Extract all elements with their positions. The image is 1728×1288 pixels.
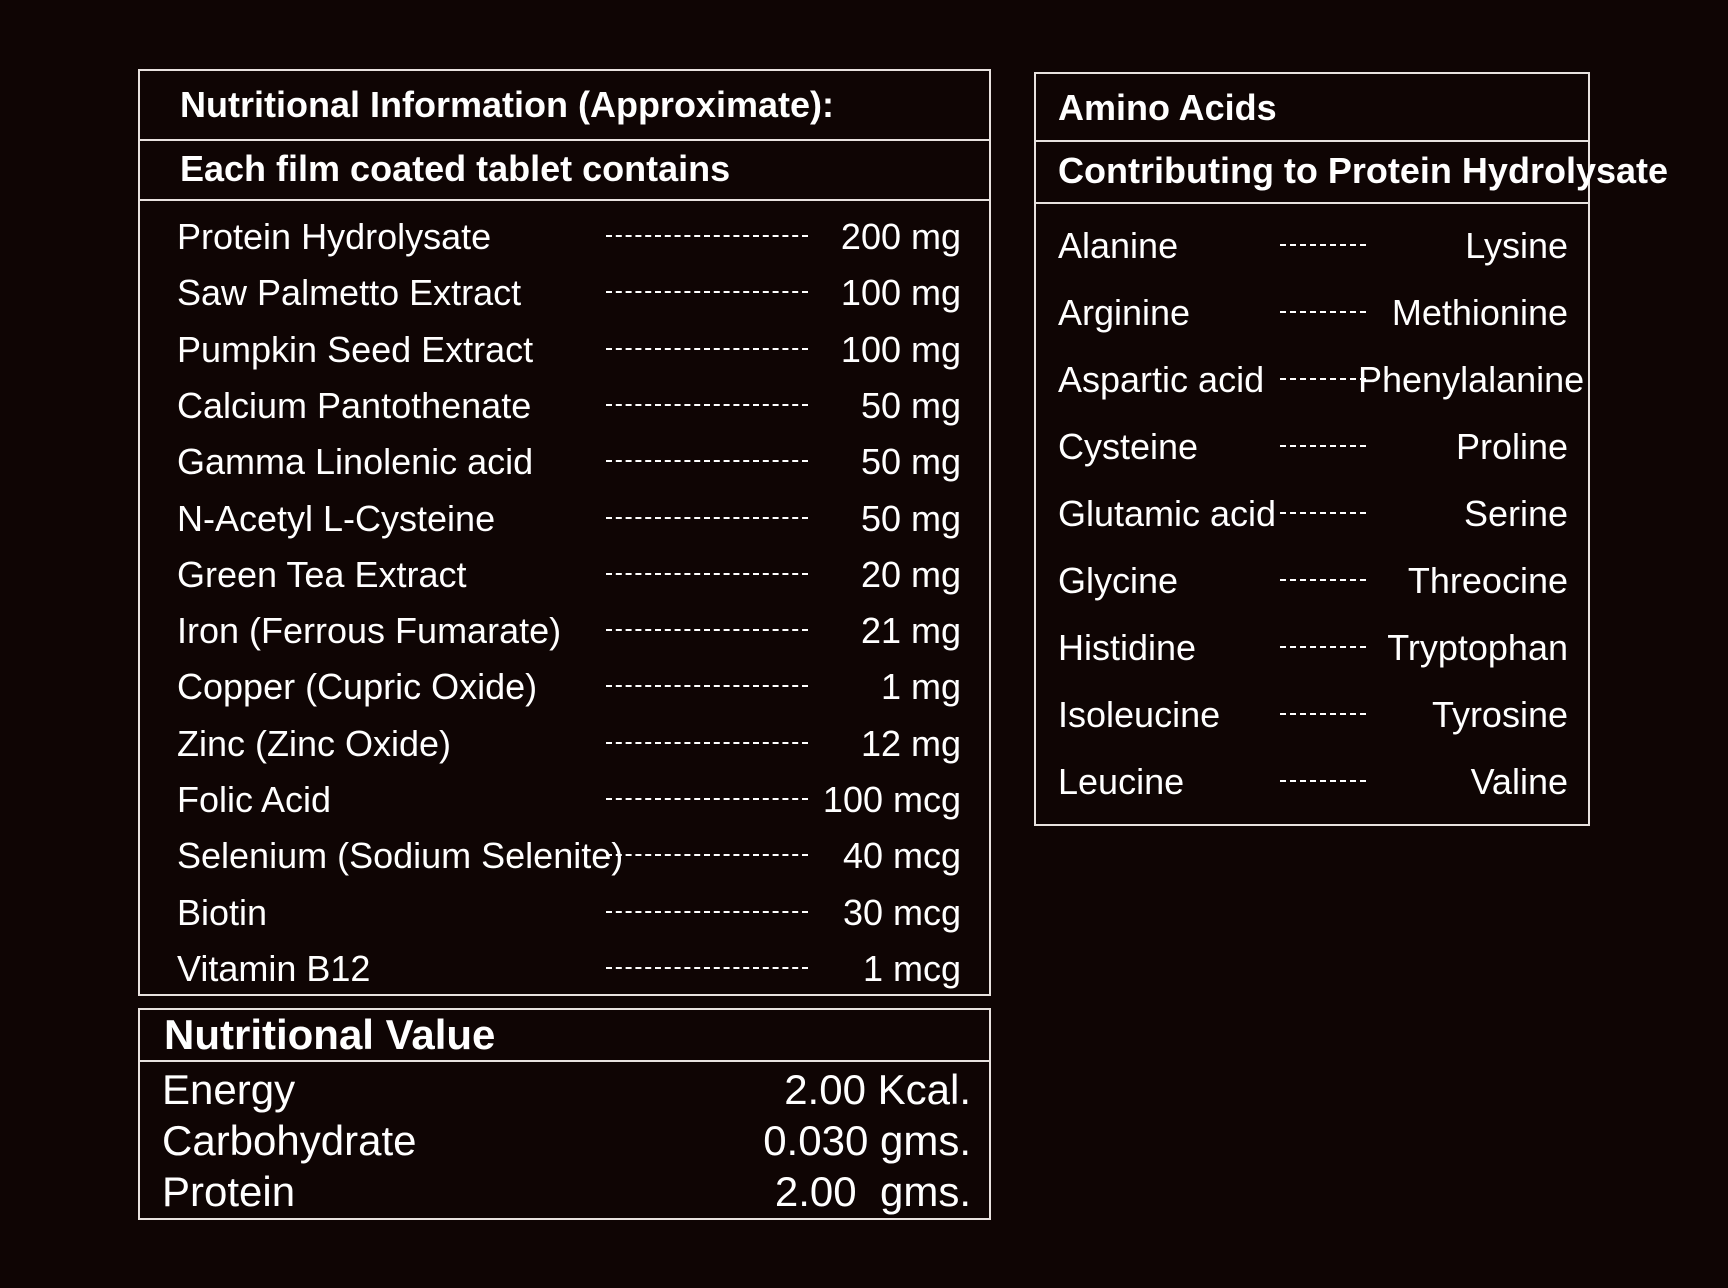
dotted-leader: [1280, 445, 1366, 447]
dotted-leader: [606, 742, 808, 744]
amino-acids-panel: [1034, 72, 1669, 826]
nutrient-row: [140, 941, 989, 997]
nutrient-row: [140, 265, 989, 321]
nutritional-value-title: Nutritional Value: [164, 1011, 496, 1058]
nutritional-value-amount: 0.030 gms.: [763, 1117, 971, 1164]
nutrient-name: N-Acetyl L-Cysteine: [177, 497, 496, 539]
nutrient-amount: 1 mcg: [862, 947, 961, 989]
amino-row: [1036, 413, 1588, 480]
dotted-leader: [606, 235, 808, 237]
dotted-leader: [1280, 713, 1366, 715]
amino-row: [1036, 212, 1588, 279]
nutritional-value-name: Carbohydrate: [162, 1117, 417, 1164]
nutrient-name: Pumpkin Seed Extract: [177, 328, 534, 370]
amino-acid-left: Leucine: [1058, 761, 1185, 802]
dotted-leader: [606, 798, 808, 800]
dotted-leader: [606, 517, 808, 519]
amino-list: [1036, 212, 1588, 812]
nutritional-value-list: [140, 1064, 989, 1218]
nutrient-amount: 100 mg: [840, 272, 961, 314]
amino-row: [1036, 547, 1588, 614]
amino-acid-right: Methionine: [1391, 292, 1568, 333]
nutrient-amount: 40 mcg: [842, 835, 961, 877]
dotted-leader: [606, 911, 808, 913]
nutrition-subtitle: Each film coated tablet contains: [180, 148, 731, 189]
dotted-leader: [606, 460, 808, 462]
amino-acid-left: Glycine: [1058, 560, 1179, 601]
amino-acid-left: Alanine: [1058, 225, 1179, 266]
dotted-leader: [606, 404, 808, 406]
nutrient-row: [140, 772, 989, 828]
nutrient-amount: 21 mg: [860, 610, 961, 652]
nutrient-name: Gamma Linolenic acid: [177, 441, 534, 483]
amino-acid-left: Isoleucine: [1058, 694, 1221, 735]
nutrient-amount: 200 mg: [840, 216, 961, 257]
nutritional-value-name: Energy: [162, 1066, 296, 1113]
nutrient-amount: 1 mg: [880, 666, 961, 708]
nutritional-value-panel: [138, 1008, 991, 1220]
nutrition-list: [140, 209, 989, 989]
nutrient-name: Biotin: [177, 891, 268, 933]
nutritional-value-amount: 2.00 gms.: [774, 1168, 971, 1215]
nutrient-name: Green Tea Extract: [177, 553, 467, 595]
nutritional-value-amount: 2.00 Kcal.: [784, 1066, 971, 1113]
amino-title-row: [1036, 74, 1588, 142]
nutrient-row: [140, 209, 989, 265]
nutrient-row: [140, 378, 989, 434]
nutritional-value-name: Protein: [162, 1168, 296, 1215]
dotted-leader: [1280, 579, 1366, 581]
nutrient-amount: 30 mcg: [842, 891, 961, 933]
nutritional-value-row: [140, 1166, 989, 1217]
amino-acid-left: Histidine: [1058, 627, 1197, 668]
nutrient-name: Selenium (Sodium Selenite): [177, 835, 624, 877]
nutrient-row: [140, 322, 989, 378]
amino-row: [1036, 279, 1588, 346]
dotted-leader: [606, 573, 808, 575]
nutrient-row: [140, 547, 989, 603]
nutrient-row: [140, 659, 989, 715]
amino-acid-right: Lysine: [1465, 225, 1568, 266]
nutrient-amount: 100 mg: [840, 328, 961, 370]
nutrient-name: Protein Hydrolysate: [177, 216, 492, 257]
nutrient-row: [140, 716, 989, 772]
amino-row: [1036, 480, 1588, 547]
nutrient-row: [140, 603, 989, 659]
dotted-leader: [1280, 378, 1366, 380]
nutrient-amount: 100 mcg: [822, 779, 961, 820]
nutrient-name: Iron (Ferrous Fumarate): [177, 610, 562, 652]
dotted-leader: [1280, 311, 1366, 313]
dotted-leader: [1280, 780, 1366, 782]
amino-acid-right: Valine: [1470, 761, 1568, 802]
nutrient-row: [140, 828, 989, 884]
dotted-leader: [1280, 512, 1366, 514]
amino-acid-left: Cysteine: [1058, 426, 1199, 467]
dotted-leader: [1280, 244, 1366, 246]
dotted-leader: [606, 629, 808, 631]
nutrient-name: Saw Palmetto Extract: [177, 272, 522, 314]
amino-acid-right: Tyrosine: [1431, 694, 1568, 735]
dotted-leader: [1280, 646, 1366, 648]
amino-subtitle-row: [1036, 142, 1669, 204]
nutrient-row: [140, 434, 989, 490]
nutrient-row: [140, 491, 989, 547]
nutritional-value-row: [140, 1115, 989, 1166]
amino-row: [1036, 346, 1588, 413]
dotted-leader: [606, 291, 808, 293]
amino-acid-right: Tryptophan: [1387, 627, 1568, 668]
amino-row: [1036, 681, 1588, 748]
dotted-leader: [606, 685, 808, 687]
amino-subtitle: Contributing to Protein Hydrolysate: [1058, 150, 1669, 191]
nutrition-subtitle-row: [140, 141, 989, 201]
nutrition-title-row: [140, 71, 989, 141]
nutrient-amount: 12 mg: [860, 722, 961, 764]
nutrient-name: Zinc (Zinc Oxide): [177, 722, 452, 764]
nutritional-value-title-row: [140, 1010, 989, 1062]
nutritional-value-row: [140, 1064, 989, 1115]
amino-row: [1036, 748, 1588, 815]
nutrient-name: Folic Acid: [177, 779, 332, 820]
nutrient-amount: 50 mg: [860, 497, 961, 539]
amino-acid-right: Phenylalanine: [1358, 359, 1585, 400]
nutrient-name: Calcium Pantothenate: [177, 384, 532, 426]
nutrition-title: Nutritional Information (Approximate):: [180, 84, 834, 125]
dotted-leader: [606, 854, 808, 856]
amino-acid-right: Proline: [1455, 426, 1568, 467]
nutrient-name: Copper (Cupric Oxide): [177, 666, 538, 708]
amino-acid-left: Aspartic acid: [1058, 359, 1265, 400]
nutrient-amount: 50 mg: [860, 441, 961, 483]
nutrient-name: Vitamin B12: [177, 947, 371, 989]
amino-acid-left: Glutamic acid: [1058, 493, 1277, 534]
nutrition-panel: [138, 69, 991, 996]
amino-acid-right: Threocine: [1407, 560, 1568, 601]
amino-row: [1036, 614, 1588, 681]
nutrient-amount: 50 mg: [860, 384, 961, 426]
nutrient-amount: 20 mg: [860, 553, 961, 595]
dotted-leader: [606, 348, 808, 350]
nutrient-row: [140, 885, 989, 941]
dotted-leader: [606, 967, 808, 969]
amino-acid-left: Arginine: [1058, 292, 1191, 333]
amino-acid-right: Serine: [1463, 493, 1568, 534]
amino-title: Amino Acids: [1058, 87, 1277, 128]
